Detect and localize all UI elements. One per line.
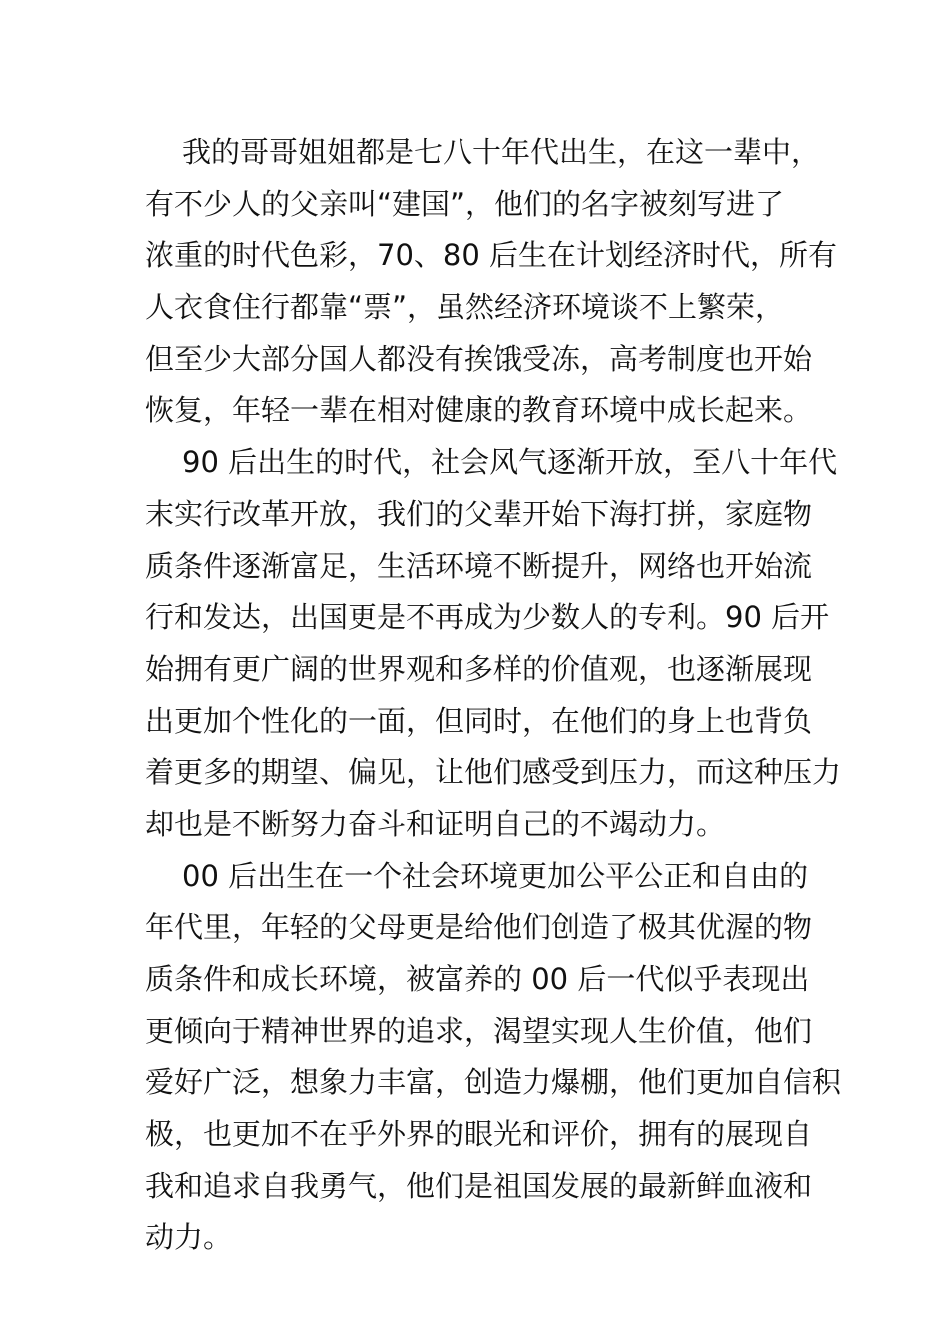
paragraph-line: 90 后出生的时代，社会风气逐渐开放，至八十年代 [182,445,838,480]
paragraph-line: 着更多的期望、偏见，让他们感受到压力，而这种压力 [145,755,842,790]
paragraph-line: 年代里，年轻的父母更是给他们创造了极其优渥的物 [145,910,813,945]
paragraph-line: 有不少人的父亲叫“建国”，他们的名字被刻写进了 [145,186,785,221]
paragraph-line: 爱好广泛，想象力丰富，创造力爆棚，他们更加自信积 [145,1065,842,1100]
paragraph-line: 更倾向于精神世界的追求，渴望实现人生价值，他们 [145,1013,813,1048]
paragraph-line: 行和发达，出国更是不再成为少数人的专利。90 后开 [145,600,830,635]
paragraph-line: 质条件逐渐富足，生活环境不断提升，网络也开始流 [145,548,813,583]
paragraph-line: 质条件和成长环境，被富养的 00 后一代似乎表现出 [145,962,810,996]
paragraph-line: 却也是不断努力奋斗和证明自己的不竭动力。 [145,806,726,841]
paragraph-3 [145,851,842,1265]
paragraph-line: 极，也更加不在乎外界的眼光和评价，拥有的展现自 [145,1117,813,1152]
paragraph-line: 人衣食住行都靠“票”，虽然经济环境谈不上繁荣， [145,290,785,325]
document-body [145,127,842,1264]
paragraph-line: 但至少大部分国人都没有挨饿受冻，高考制度也开始 [145,341,813,376]
paragraph-line: 恢复，年轻一辈在相对健康的教育环境中成长起来。 [145,393,813,428]
paragraph-line: 00 后出生在一个社会环境更加公平公正和自由的 [182,858,809,893]
paragraph-line: 我和追求自我勇气，他们是祖国发展的最新鲜血液和 [145,1168,813,1203]
paragraph-line: 浓重的时代色彩，70、80 后生在计划经济时代，所有 [145,238,838,273]
paragraph-line: 末实行改革开放，我们的父辈开始下海打拼，家庭物 [145,496,813,531]
paragraph-line: 动力。 [145,1220,233,1255]
paragraph-line: 始拥有更广阔的世界观和多样的价值观，也逐渐展现 [145,651,813,686]
paragraph-2 [145,437,842,851]
paragraph-1 [145,127,838,437]
paragraph-line: 出更加个性化的一面，但同时，在他们的身上也背负 [145,703,813,738]
paragraph-line: 我的哥哥姐姐都是七八十年代出生，在这一辈中， [182,135,821,169]
